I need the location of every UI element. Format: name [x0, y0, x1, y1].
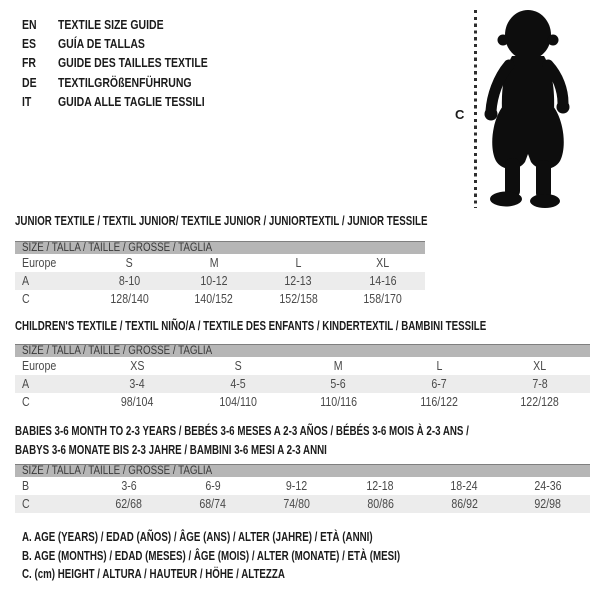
language-title-list: [22, 15, 236, 112]
table-cell: 3-4: [129, 377, 145, 391]
size-header-row: SIZE / TALLA / TAILLE / GRÖSSE / TAGLIA: [15, 344, 590, 357]
table-cell: 62/68: [115, 497, 143, 511]
table-cell: 116/122: [420, 395, 458, 409]
junior-section-heading: JUNIOR TEXTILE / TEXTIL JUNIOR/ TEXTILE JUNIOR / JUNIORTEXTIL / JUNIOR TESSILE: [15, 214, 428, 229]
row-label: C: [22, 292, 30, 306]
table-cell: 74/80: [283, 497, 310, 511]
language-row: [22, 73, 236, 92]
table-cell: 98/104: [121, 395, 154, 409]
table-row: [15, 254, 425, 272]
height-measure-line: [474, 10, 477, 208]
size-header-row: SIZE / TALLA / TAILLE / GRÖSSE / TAGLIA: [15, 241, 425, 254]
table-cell: 86/92: [450, 497, 478, 511]
language-row: [22, 15, 236, 34]
table-cell: 18-24: [450, 479, 478, 493]
row-label: Europe: [22, 256, 57, 270]
legend-line-a: A. AGE (YEARS) / EDAD (AÑOS) / ÂGE (ANS) / ALTER (JAHRE) / ETÀ (ANNI): [22, 530, 373, 545]
table-cell: 6-7: [431, 377, 447, 391]
row-label: C: [22, 395, 30, 409]
table-cell: 122/128: [520, 395, 559, 409]
table-cell: 158/170: [363, 292, 402, 306]
table-row: [15, 375, 590, 393]
table-cell: 5-6: [330, 377, 347, 391]
table-cell: XL: [533, 359, 547, 373]
language-code: ES: [22, 37, 37, 52]
legend-line-c: C. (cm) HEIGHT / ALTURA / HAUTEUR / HÖHE / ALTEZZA: [22, 567, 285, 582]
junior-table-rows: [15, 254, 425, 308]
language-code: FR: [22, 56, 37, 71]
language-row: [22, 93, 236, 112]
table-cell: L: [436, 359, 443, 373]
table-row: [15, 393, 590, 411]
children-size-table: [15, 344, 590, 411]
legend-line-b: B. AGE (MONTHS) / EDAD (MESES) / ÂGE (MOIS) / ALTER (MONATE) / ETÀ (MESI): [22, 548, 401, 563]
table-cell: 104/110: [219, 395, 257, 409]
table-cell: 6-9: [205, 479, 221, 493]
junior-size-table: [15, 241, 425, 308]
table-cell: 9-12: [285, 479, 308, 493]
table-row: [15, 272, 425, 290]
measure-legend: [22, 528, 507, 584]
row-label: B: [22, 479, 30, 493]
table-cell: 110/116: [320, 395, 357, 409]
table-row: [15, 357, 590, 375]
table-cell: 152/158: [279, 292, 318, 306]
table-cell: 80/86: [367, 497, 394, 511]
table-cell: 8-10: [118, 274, 140, 288]
table-cell: 14-16: [369, 274, 397, 288]
table-cell: XS: [130, 359, 145, 373]
children-table-rows: [15, 357, 590, 411]
table-cell: 24-36: [534, 479, 562, 493]
table-cell: 10-12: [200, 274, 228, 288]
table-cell: 92/98: [534, 497, 562, 511]
table-cell: 140/152: [194, 292, 233, 306]
language-code: DE: [22, 75, 37, 90]
language-title: GUÍA DE TALLAS: [58, 37, 145, 52]
table-cell: M: [334, 359, 343, 373]
language-row: [22, 34, 236, 53]
table-cell: S: [125, 256, 133, 270]
children-section-heading: CHILDREN'S TEXTILE / TEXTIL NIÑO/A / TEXTILE DES ENFANTS / KINDERTEXTIL / BAMBINI TESSILE: [15, 319, 487, 334]
size-header-row: SIZE / TALLA / TAILLE / GRÖSSE / TAGLIA: [15, 464, 590, 477]
language-title: GUIDE DES TAILLES TEXTILE: [58, 56, 208, 71]
language-row: [22, 54, 236, 73]
babies-section-heading: BABIES 3-6 MONTH TO 2-3 YEARS / BEBÉS 3-6 MESES A 2-3 AÑOS / BÉBÉS 3-6 MOIS À 2-3 ANS / BABYS 3-6 MONATE BIS 2-3 JAHRE / BAMBINI 3-6 MESI A 2-3 ANNI: [15, 424, 469, 457]
table-row: [15, 290, 425, 308]
table-cell: L: [295, 256, 302, 270]
language-title: TEXTILGRÖßENFÜHRUNG: [58, 75, 192, 90]
table-cell: 3-6: [121, 479, 137, 493]
language-code: IT: [22, 95, 32, 110]
language-title: GUIDA ALLE TAGLIE TESSILI: [58, 95, 205, 110]
table-cell: 128/140: [110, 292, 149, 306]
table-cell: 4-5: [230, 377, 246, 391]
table-cell: M: [209, 256, 219, 270]
height-measure-label: C: [455, 107, 465, 122]
row-label: Europe: [22, 359, 57, 373]
table-cell: S: [234, 359, 242, 373]
babies-table-rows: [15, 477, 590, 513]
baby-silhouette-icon: [482, 8, 578, 208]
table-row: [15, 477, 590, 495]
table-cell: 12-18: [366, 479, 394, 493]
row-label: C: [22, 497, 30, 511]
row-label: A: [22, 377, 30, 391]
table-row: [15, 495, 590, 513]
language-title: TEXTILE SIZE GUIDE: [58, 17, 164, 32]
row-label: A: [22, 274, 30, 288]
language-code: EN: [22, 17, 37, 32]
table-cell: XL: [376, 256, 390, 270]
table-cell: 7-8: [531, 377, 548, 391]
table-cell: 68/74: [199, 497, 227, 511]
table-cell: 12-13: [284, 274, 312, 288]
babies-size-table: [15, 464, 590, 513]
